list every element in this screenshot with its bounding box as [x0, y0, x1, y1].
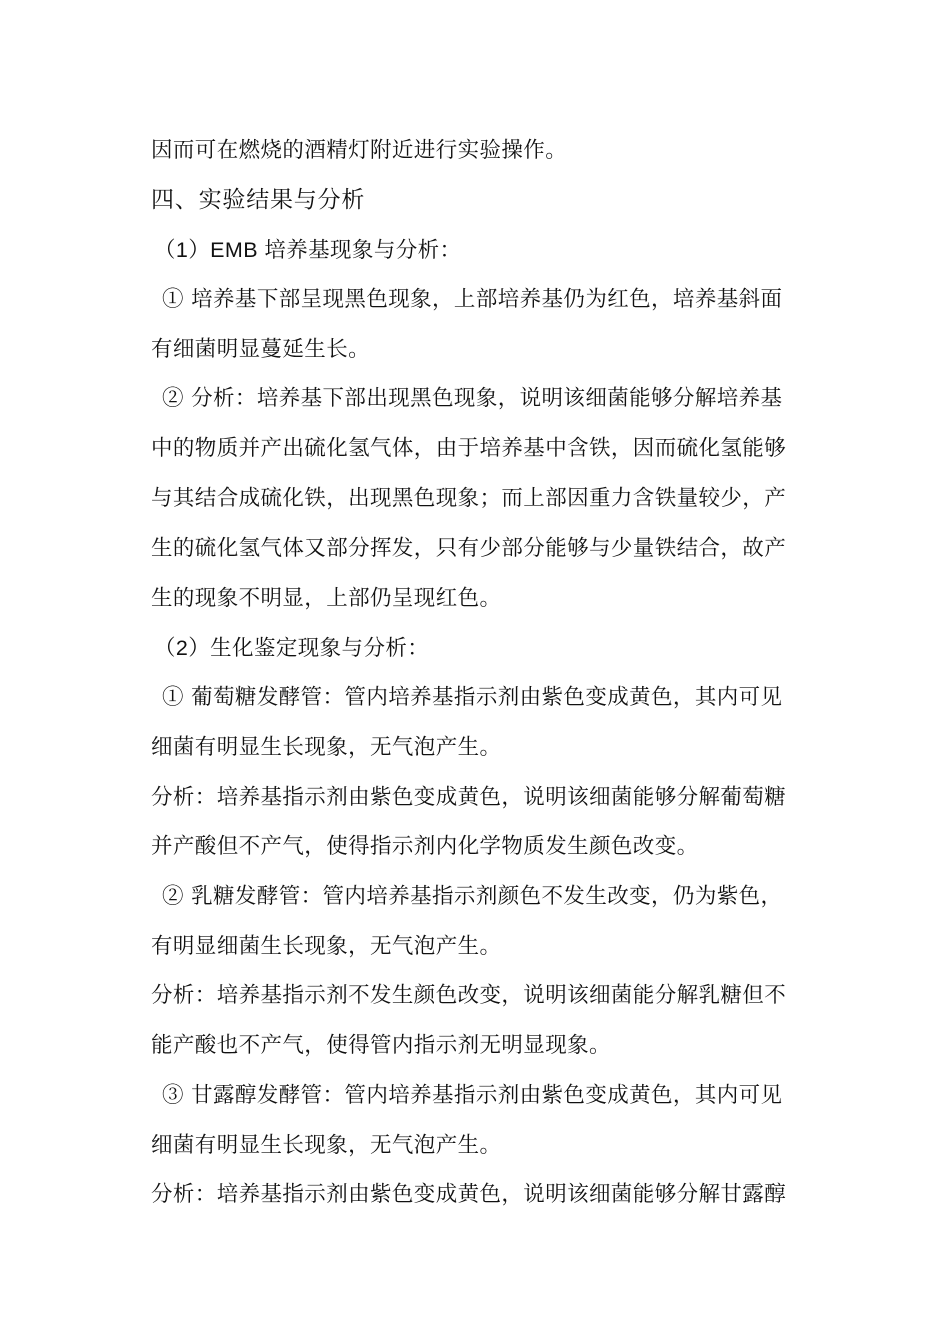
subsection-heading-biochem: （2）生化鉴定现象与分析：	[154, 636, 430, 660]
paragraph-line: 分析：培养基指示剂不发生颜色改变，说明该细菌能分解乳糖但不	[151, 983, 787, 1008]
paragraph-line: 中的物质并产出硫化氢气体，由于培养基中含铁，因而硫化氢能够	[151, 436, 787, 461]
paragraph-line: 与其结合成硫化铁，出现黑色现象；而上部因重力含铁量较少，产	[151, 486, 787, 511]
paragraph-line: 并产酸但不产气，使得指示剂内化学物质发生颜色改变。	[151, 834, 699, 859]
paragraph-line: ① 葡萄糖发酵管：管内培养基指示剂由紫色变成黄色，其内可见	[162, 685, 783, 710]
paragraph-line: ② 分析：培养基下部出现黑色现象，说明该细菌能够分解培养基	[162, 386, 783, 411]
paragraph-line: 能产酸也不产气，使得管内指示剂无明显现象。	[151, 1033, 611, 1058]
paragraph-line: 有明显细菌生长现象，无气泡产生。	[151, 934, 502, 959]
paragraph-line: 细菌有明显生长现象，无气泡产生。	[151, 1133, 502, 1158]
section-heading: 四、实验结果与分析	[151, 187, 366, 213]
paragraph-line: 生的硫化氢气体又部分挥发，只有少部分能够与少量铁结合，故产	[151, 536, 787, 561]
paragraph-line: 生的现象不明显，上部仍呈现红色。	[151, 586, 502, 611]
paragraph-line: 因而可在燃烧的酒精灯附近进行实验操作。	[151, 138, 568, 163]
paragraph-line: ② 乳糖发酵管：管内培养基指示剂颜色不发生改变，仍为紫色，	[162, 884, 783, 909]
paragraph-line: 细菌有明显生长现象，无气泡产生。	[151, 735, 502, 760]
paragraph-line: 分析：培养基指示剂由紫色变成黄色，说明该细菌能够分解葡萄糖	[151, 785, 787, 810]
paragraph-line: 分析：培养基指示剂由紫色变成黄色，说明该细菌能够分解甘露醇	[151, 1182, 787, 1207]
paragraph-line: 有细菌明显蔓延生长。	[151, 337, 371, 362]
paragraph-line: ① 培养基下部呈现黑色现象，上部培养基仍为红色，培养基斜面	[162, 287, 783, 312]
paragraph-line: ③ 甘露醇发酵管：管内培养基指示剂由紫色变成黄色，其内可见	[162, 1083, 783, 1108]
subsection-heading-emb: （1）EMB 培养基现象与分析：	[154, 238, 462, 262]
